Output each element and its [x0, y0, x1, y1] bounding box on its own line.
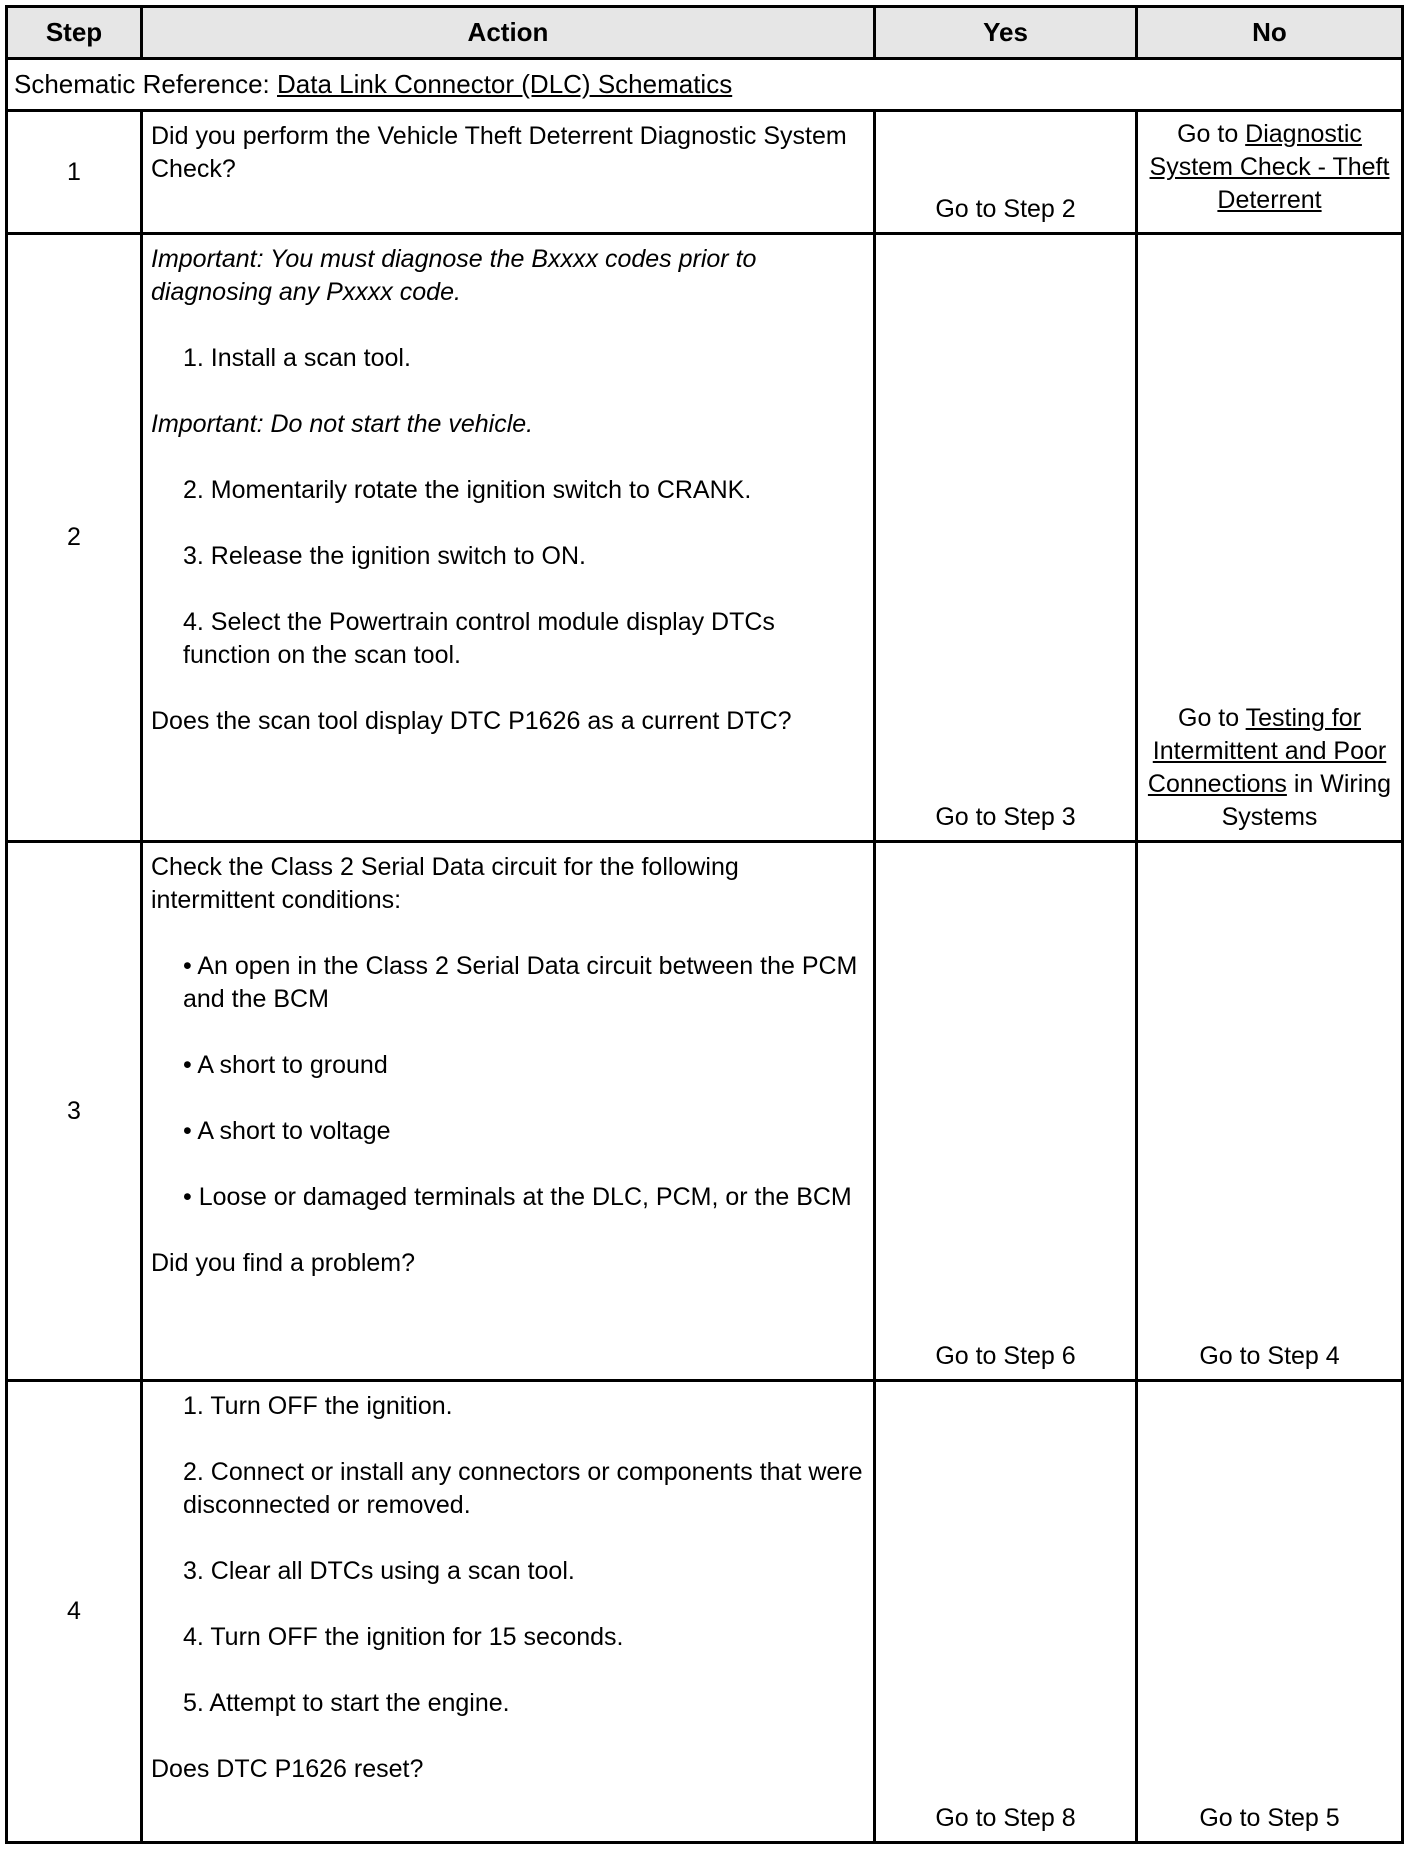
- important-note: Important: Do not start the vehicle.: [151, 410, 534, 438]
- yes-cell: Go to Step 8: [875, 1381, 1137, 1843]
- yes-cell: Go to Step 2: [875, 111, 1137, 234]
- step-row-2: [7, 234, 1403, 842]
- condition-bullet: • Loose or damaged terminals at the DLC, PCM, or the BCM: [183, 1183, 852, 1211]
- condition-bullet: • A short to ground: [183, 1051, 388, 1079]
- question-text: Did you find a problem?: [151, 1249, 416, 1277]
- step-instruction: 2. Momentarily rotate the ignition switch to CRANK.: [183, 476, 752, 504]
- schematic-link[interactable]: Data Link Connector (DLC) Schematics: [277, 69, 733, 99]
- no-suffix: in Wiring Systems: [1221, 770, 1392, 831]
- action-cell: [142, 1381, 875, 1843]
- no-cell: Go to Step 5: [1137, 1381, 1403, 1843]
- step-instruction: 4. Turn OFF the ignition for 15 seconds.: [183, 1623, 624, 1651]
- step-number: 3: [7, 842, 142, 1381]
- intro-text: Check the Class 2 Serial Data circuit for the following intermittent conditions:: [151, 853, 739, 914]
- no-link[interactable]: Diagnostic System Check - Theft Deterrent: [1149, 120, 1390, 214]
- no-cell: Go to Step 4: [1137, 842, 1403, 1381]
- step-instruction: 2. Connect or install any connectors or components that were disconnected or removed.: [183, 1458, 863, 1519]
- header-action: Action: [142, 7, 875, 59]
- no-cell: [1137, 234, 1403, 842]
- schematic-row: [7, 59, 1403, 111]
- header-row: [7, 7, 1403, 59]
- step-instruction: 1. Install a scan tool.: [183, 344, 411, 372]
- no-prefix: Go to: [1177, 120, 1246, 148]
- schematic-prefix: Schematic Reference:: [14, 69, 278, 99]
- header-step: Step: [7, 7, 142, 59]
- step-number: 2: [7, 234, 142, 842]
- schematic-reference: [7, 59, 1403, 111]
- action-cell: [142, 111, 875, 234]
- action-cell: [142, 842, 875, 1381]
- condition-bullet: • An open in the Class 2 Serial Data circuit between the PCM and the BCM: [183, 952, 858, 1013]
- step-instruction: 3. Clear all DTCs using a scan tool.: [183, 1557, 575, 1585]
- header-no: No: [1137, 7, 1403, 59]
- step-instruction: 3. Release the ignition switch to ON.: [183, 542, 586, 570]
- action-cell: [142, 234, 875, 842]
- question-text: Does the scan tool display DTC P1626 as a current DTC?: [151, 707, 792, 735]
- question-text: Does DTC P1626 reset?: [151, 1755, 424, 1783]
- yes-cell: Go to Step 6: [875, 842, 1137, 1381]
- step-instruction: 5. Attempt to start the engine.: [183, 1689, 510, 1717]
- step-row-1: [7, 111, 1403, 234]
- important-note: Important: You must diagnose the Bxxxx codes prior to diagnosing any Pxxxx code.: [151, 245, 757, 306]
- step-instruction: 4. Select the Powertrain control module display DTCs function on the scan tool.: [183, 608, 775, 669]
- no-link[interactable]: Testing for Intermittent and Poor Connections: [1147, 704, 1387, 798]
- step-row-4: [7, 1381, 1403, 1843]
- question-text: Did you perform the Vehicle Theft Deterrent Diagnostic System Check?: [151, 122, 847, 183]
- yes-cell: Go to Step 3: [875, 234, 1137, 842]
- diagnostic-table: [5, 5, 1404, 1844]
- no-prefix: Go to: [1178, 704, 1246, 732]
- condition-bullet: • A short to voltage: [183, 1117, 391, 1145]
- no-cell: [1137, 111, 1403, 234]
- step-number: 4: [7, 1381, 142, 1843]
- step-number: 1: [7, 111, 142, 234]
- step-instruction: 1. Turn OFF the ignition.: [183, 1392, 453, 1420]
- step-row-3: [7, 842, 1403, 1381]
- header-yes: Yes: [875, 7, 1137, 59]
